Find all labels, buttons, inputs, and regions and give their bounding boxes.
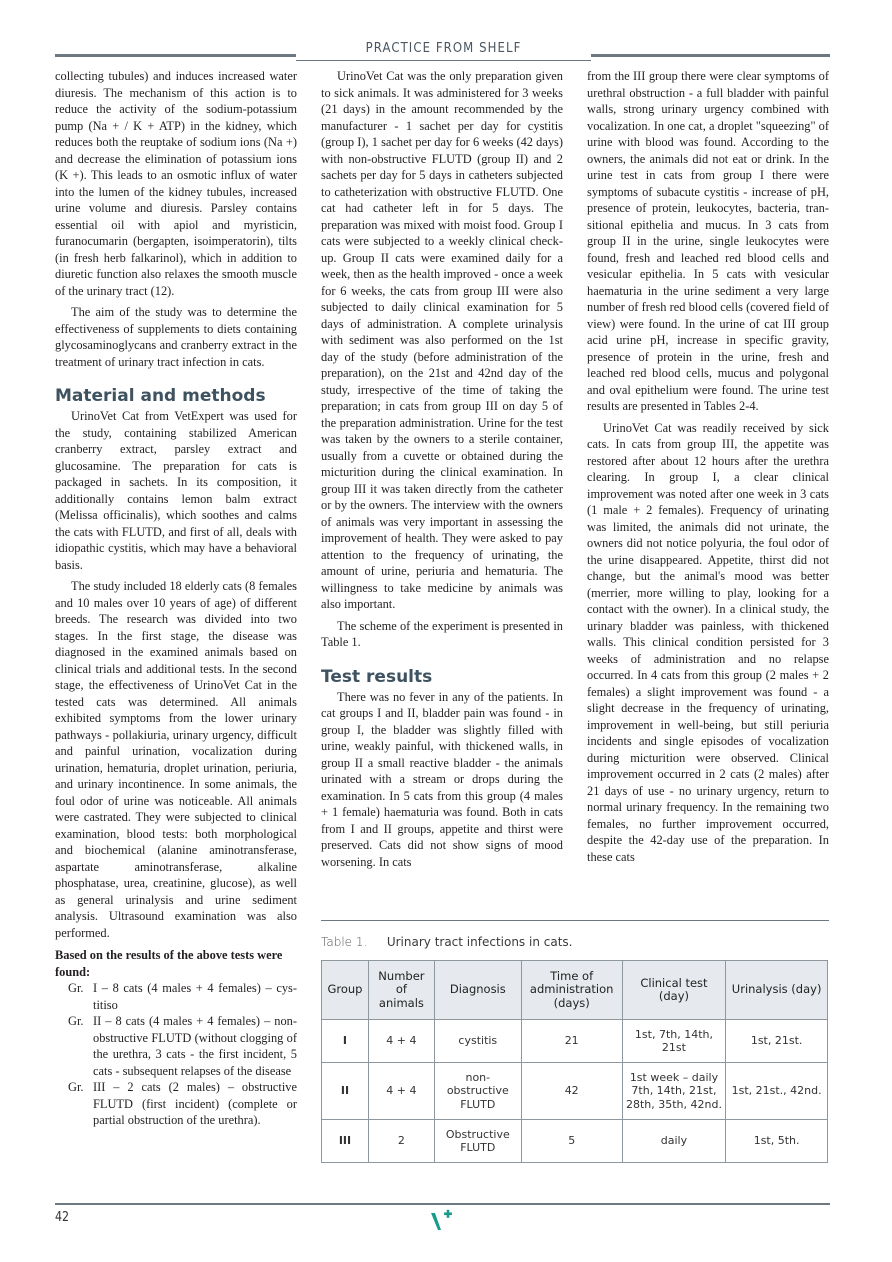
column-header-clinical-test: Clinical test (day) xyxy=(622,961,726,1020)
cell-group: II xyxy=(322,1063,369,1120)
column-header-time: Time of administration (days) xyxy=(521,961,622,1020)
paragraph: collecting tubules) and induces increased water diuresis. The mechanism of this action is to reduce the activity of the sodium-potassium pump (Na + / K + ATP) in the kidney, which reduces both the reuptake of sodium ions (Na +) and decrease the elimination of potassium ions (K +). This leads to an osmotic influx of water into the lumen of the kidney tubules, increased urine volume and diuresis. Parsley contains essential oil with apiol and myristicin, furanocumarin (bergapten, isoimperatorin), tilts (in fresh herb falkarinol), which in addition to diuretic function also relaxes the smooth muscle of the urinary tract (12). xyxy=(55,69,297,298)
vetexpert-logo-icon xyxy=(430,1209,454,1231)
column-header-urinalysis: Urinalysis (day) xyxy=(726,961,828,1020)
column-3 xyxy=(587,68,829,870)
table-caption-text: Urinary tract infections in cats. xyxy=(386,935,573,949)
table-caption xyxy=(321,935,829,949)
group-prefix: Gr. xyxy=(68,981,84,995)
cell-clinical-test: 1st, 7th, 14th, 21st xyxy=(622,1020,726,1063)
paragraph-aim: The aim of the study was to determine the effectiveness of supplements to diets containing glycosaminoglycans and cranberry extract in the treatment of urinary tract infection in cats. xyxy=(55,305,297,369)
group-item xyxy=(55,980,297,1013)
cell-group: III xyxy=(322,1120,369,1163)
group-text: I – 8 cats (4 males + 4 females) – cystitiso xyxy=(93,981,297,1012)
paragraph: UrinoVet Cat was the only preparation given to sick animals. It was administered for 3 weeks (21 days) in the amount recommended by the manufacturer - 1 sachet per day for cystitis (group I), 1 sachet per day for 6 weeks (42 days) with non-obstructive FLUTD (group II) and 2 sachets per day for 5 days in catheters subjected to catheterization with obstructive FLUTD. One cat had catheter left in for 5 days. The preparation was mixed with moist food. Group I cats were subjected to a weekly clinical check-up. Group II cats were examined daily for a week, then as the health improved - once a week for 6 weeks, the cats from group III were also subjected to daily clinical examination for 5 days of administration. A complete urinalysis with sediment was also performed on the 1st day of the study (before administration of the preparation), on the 21st and 42nd day of the study, irrespective of the time of taking the preparation; in cats from group III on day 5 of the preparation administration. Urine for the test was taken by the owners to a sterile container, usually from a cuvette or obtained during the micturition during the clinical examination. In group III it was taken directly from the catheter or by the owners. The interview with the owners of animals was very important in assessing the improvement of health. They were asked to pay attention to the frequency of urinating, the amount of urine, periuria and hematuria. The willingness to take medicine by animals was also important. xyxy=(321,69,563,611)
group-prefix: Gr. xyxy=(68,1014,84,1028)
header-rule-left xyxy=(55,54,296,57)
group-item xyxy=(55,1013,297,1079)
section-title: PRACTICE FROM SHELF xyxy=(365,41,522,56)
group-item xyxy=(55,1079,297,1129)
cell-time: 21 xyxy=(521,1020,622,1063)
paragraph: There was no fever in any of the patients. In cat groups I and II, bladder pain was found - in group I, the bladder was slightly filled with urine, weakly painful, with thickened walls, in group II a small reactive bladder - the animals urinated with a stream or drops during the examination. In 5 cats from this group (4 males + 1 female) haematuria was found. Both in cats from I and II groups, appetite and thirst were preserved. Cats did not show signs of mood worsening. In cats xyxy=(321,689,563,869)
cell-group: I xyxy=(322,1020,369,1063)
cell-urinalysis: 1st, 21st., 42nd. xyxy=(726,1063,828,1120)
cell-urinalysis: 1st, 5th. xyxy=(726,1120,828,1163)
cell-number: 2 xyxy=(368,1120,434,1163)
table-1-section xyxy=(321,920,829,1163)
cell-urinalysis: 1st, 21st. xyxy=(726,1020,828,1063)
header-rule-right xyxy=(591,54,830,57)
table-row xyxy=(322,1020,828,1063)
group-list xyxy=(55,980,297,1129)
column-1 xyxy=(55,68,297,1129)
cell-time: 5 xyxy=(521,1120,622,1163)
group-text: II – 8 cats (4 males + 4 females) – non-obstructive FLUTD (without clogging of the urethra, 3 cats - the first incident, 5 cats - subsequent relapses of the disease xyxy=(93,1014,297,1078)
column-2 xyxy=(321,68,563,875)
paragraph: UrinoVet Cat was readily received by sick cats. In cats from group III, the appetite was restored after about 12 hours after the urethra clearing. In group I, a clear clinical improvement was noted after one week in 3 cats (1 male + 2 females). Frequency of urinating was limited, the animals did not urinate, the owners did not notice polyuria, the foul odor of the urine disappeared. Appetite, thirst did not change, but the animal's mood was better (merrier, more willing to play, looking for a contact with the owner). In a clinical study, the urinary bladder was painless, with thickened walls. This clinical condition persisted for 3 weeks of administration and no relapse occurred. In 4 cats from this group (2 males + 2 females) a slight improvement was found - a slight decrease in the frequency of urinating, improvement in well-being, but still periuria incidents and single episodes of vocalization during micturition were observed. Clinical improvement occurred in 2 cats (2 males) after 21 days of use - no urinary urgency, return to normal urinary frequency. In the remaining two females, no further improvement occurred, despite the 42-day use of the preparation. In these cats xyxy=(587,420,829,864)
table-header-row xyxy=(322,961,828,1020)
cell-clinical-test: 1st week – daily 7th, 14th, 21st, 28th, 35th, 42nd. xyxy=(622,1063,726,1120)
table-row xyxy=(322,1120,828,1163)
results-intro: Based on the results of the above tests were found: xyxy=(55,948,283,979)
paragraph: from the III group there were clear symptoms of urethral obstruction - a full bladder with painful walls, strong urinary urgency combined with vocalization. In one cat, a droplet "squeezing" of urine with blood was found. According to the owners, the animals did not eat or drink. In the urine test in cats from group I there were symptoms of subacute cystitis - increase of pH, presence of protein, leukocytes, bacteria, transitional epithelia and mucus. In 3 cats from group II in the urine, single leukocytes were found, fresh and leached red blood cells and vesicular epithelia. In 5 cats with vesicular haematuria in the urine sediment a very large number of fresh red blood cells (covered field of view) were found. In the urine of cat III group acid urine pH, increase in specific gravity, presence of protein in the urine, fresh and leached red blood cells, mucus and polygonal and oval epithelium were found. The urine test results are presented in Tables 2-4. xyxy=(587,69,829,413)
group-prefix: Gr. xyxy=(68,1080,84,1094)
paragraph: UrinoVet Cat from VetExpert was used for the study, containing stabilized American cranberry extract, parsley extract and glucosamine. The preparation for cats is packaged in sachets. In its composition, it additionally contains lemon balm extract (Melissa officinalis), which soothes and calms the cats with FLUTD, and first of all, deals with idiopathic cystitis, which may have a behavioral basis. xyxy=(55,409,297,572)
table-top-rule xyxy=(321,920,829,921)
cell-diagnosis: Obstructive FLUTD xyxy=(434,1120,521,1163)
cell-clinical-test: daily xyxy=(622,1120,726,1163)
heading-test-results: Test results xyxy=(321,666,433,687)
header-rule-mid xyxy=(296,60,591,61)
cell-diagnosis: non-obstructive FLUTD xyxy=(434,1063,521,1120)
column-header-number: Number of animals xyxy=(368,961,434,1020)
cell-time: 42 xyxy=(521,1063,622,1120)
running-header xyxy=(55,40,830,60)
heading-material-methods: Material and methods xyxy=(55,386,266,406)
paragraph: The scheme of the experiment is presented in Table 1. xyxy=(321,618,563,649)
paragraph: The study included 18 elderly cats (8 females and 10 males over 10 years of age) of different breeds. The research was divided into two stages. In the first stage, the disease was diagnosed in the examined animals based on clinical trials and additional tests. In the second stage, the effectiveness of UrinoVet Cat in the tested cats was determined. All animals exhibited symptoms from the lower urinary pathways - pollakiuria, urinary urgency, difficult and painful urination, vocalization during urination, hematuria, droplet urination, periuria, and urinary incontinence. In some animals, the foul odor of urine was noticeable. All animals were castrated. They were subjected to clinical examination, blood tests: both morphological and biochemical (alanine aminotransferase, aspartate aminotransferase, alkaline phosphatase, urea, creatinine, glucose), as well as general urinalysis and urine sediment analysis. Ultrasound examination was also performed. xyxy=(55,579,297,940)
table-row xyxy=(322,1063,828,1120)
table-urinary-infections xyxy=(321,960,828,1163)
table-label: Table 1. xyxy=(321,935,368,949)
group-text: III – 2 cats (2 males) – obstructive FLUTD (first incident) (complete or partial obstruction of the urethra). xyxy=(93,1080,297,1127)
cell-number: 4 + 4 xyxy=(368,1020,434,1063)
footer-rule xyxy=(55,1203,830,1205)
cell-diagnosis: cystitis xyxy=(434,1020,521,1063)
column-header-group: Group xyxy=(322,961,369,1020)
page-number: 42 xyxy=(55,1210,70,1225)
cell-number: 4 + 4 xyxy=(368,1063,434,1120)
column-header-diagnosis: Diagnosis xyxy=(434,961,521,1020)
